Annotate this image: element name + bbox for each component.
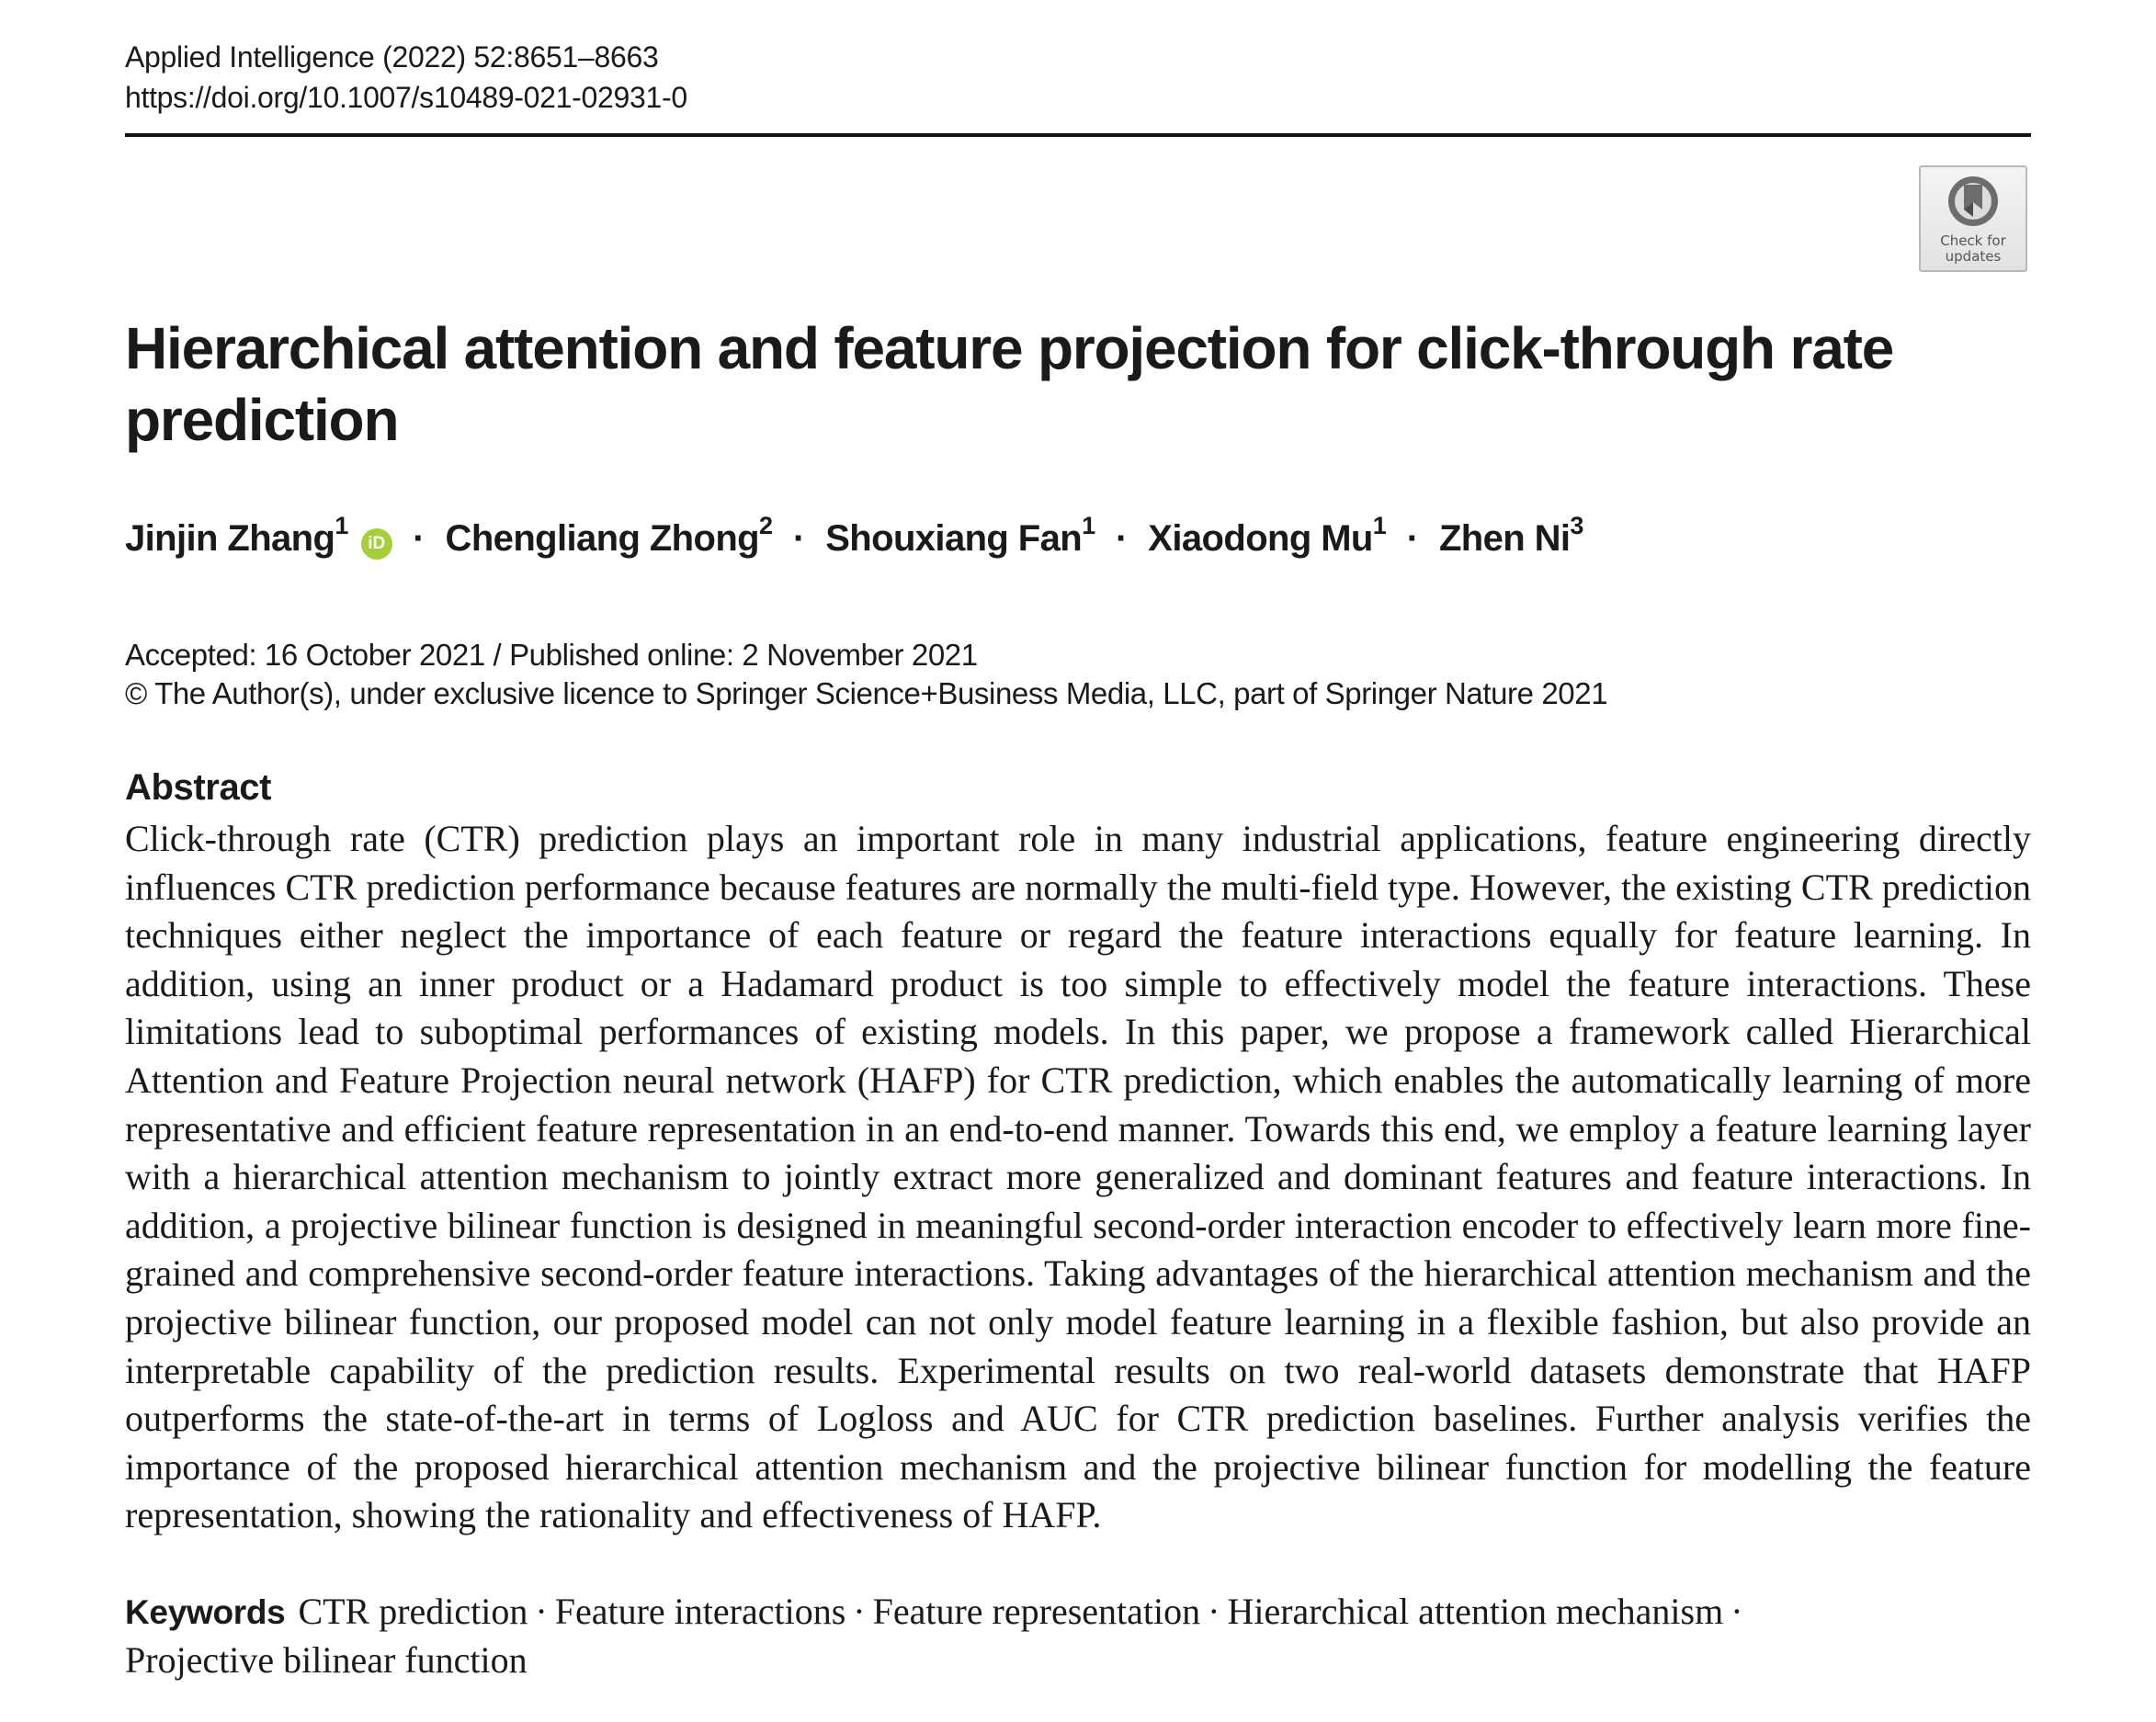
paper-title: Hierarchical attention and feature projection for click-through rate prediction [125, 315, 1894, 453]
keyword-item: Feature interactions [554, 1591, 846, 1632]
header-divider [125, 133, 2031, 137]
author-name[interactable]: Xiaodong Mu [1148, 518, 1373, 559]
keyword-separator: · [1730, 1591, 1743, 1632]
orcid-icon[interactable]: iD [361, 528, 392, 560]
author-affiliation: 2 [759, 511, 773, 539]
doi-link[interactable]: https://doi.org/10.1007/s10489-021-02931-0 [125, 81, 687, 114]
keywords-section [125, 1588, 2031, 1684]
copyright-notice: © The Author(s), under exclusive licence to Springer Science+Business Media, LLC, part of Springer Nature 2021 [125, 676, 1608, 710]
journal-citation: Applied Intelligence (2022) 52:8651–8663 [125, 40, 659, 74]
keyword-item: Projective bilinear function [125, 1639, 528, 1681]
keywords-label: Keywords [125, 1593, 286, 1631]
publication-dates: Accepted: 16 October 2021 / Published online: 2 November 2021 [125, 638, 978, 672]
author-separator: · [413, 518, 426, 559]
author-name[interactable]: Zhen Ni [1438, 518, 1571, 559]
author-affiliation: 3 [1570, 511, 1583, 539]
author-separator: · [792, 518, 805, 559]
paper-page [125, 0, 2031, 1722]
check-for-updates-label: Check for updates [1940, 232, 2006, 265]
author-name[interactable]: Jinjin Zhang [125, 518, 335, 559]
abstract-heading: Abstract [125, 767, 272, 808]
author-name[interactable]: Shouxiang Fan [825, 518, 1083, 559]
check-for-updates-button[interactable] [1919, 165, 2027, 272]
keyword-item: CTR prediction [298, 1591, 528, 1632]
author-affiliation: 1 [1372, 511, 1387, 539]
author-list [125, 513, 1583, 564]
keyword-separator: · [853, 1591, 866, 1632]
keyword-separator: · [535, 1591, 548, 1632]
crossmark-icon [1946, 175, 2000, 228]
keyword-item: Hierarchical attention mechanism [1227, 1591, 1724, 1632]
keyword-item: Feature representation [872, 1591, 1201, 1632]
author-separator: · [1116, 518, 1128, 559]
author-affiliation: 1 [335, 511, 348, 539]
keyword-separator: · [1208, 1591, 1220, 1632]
abstract-text: Click-through rate (CTR) prediction plays an important role in many industrial applications, feature engineering directly influences CTR prediction performance because features are normally the multi-field type. However, the existing CTR prediction techniques either neglect the importance of each feature or regard the feature interactions equally for feature learning. In addition, using an inner product or a Hadamard product is too simple to effectively model the feature interactions. These limitations lead to suboptimal performances of existing models. In this paper, we propose a framework called Hierarchical Attention and Feature Projection neural network (HAFP) for CTR prediction, which enables the automatically learning of more representative and efficient feature representation in an end-to-end manner. Towards this end, we employ a feature learning layer with a hierarchical attention mechanism to jointly extract more generalized and dominant features and feature interactions. In addition, a projective bilinear function is designed in meaningful second-order interaction encoder to effectively learn more fine-grained and comprehensive second-order feature interactions. Taking advantages of the hierarchical attention mechanism and the projective bilinear function, our proposed model can not only model feature learning in a flexible fashion, but also provide an interpretable capability of the prediction results. Experimental results on two real-world datasets demonstrate that HAFP outperforms the state-of-the-art in terms of Logloss and AUC for CTR prediction baselines. Further analysis verifies the importance of the proposed hierarchical attention mechanism and the projective bilinear function for modelling the feature representation, showing the rationality and effectiveness of HAFP. [125, 818, 2031, 1536]
author-affiliation: 1 [1082, 511, 1095, 539]
author-name[interactable]: Chengliang Zhong [445, 518, 760, 559]
author-separator: · [1406, 518, 1419, 559]
